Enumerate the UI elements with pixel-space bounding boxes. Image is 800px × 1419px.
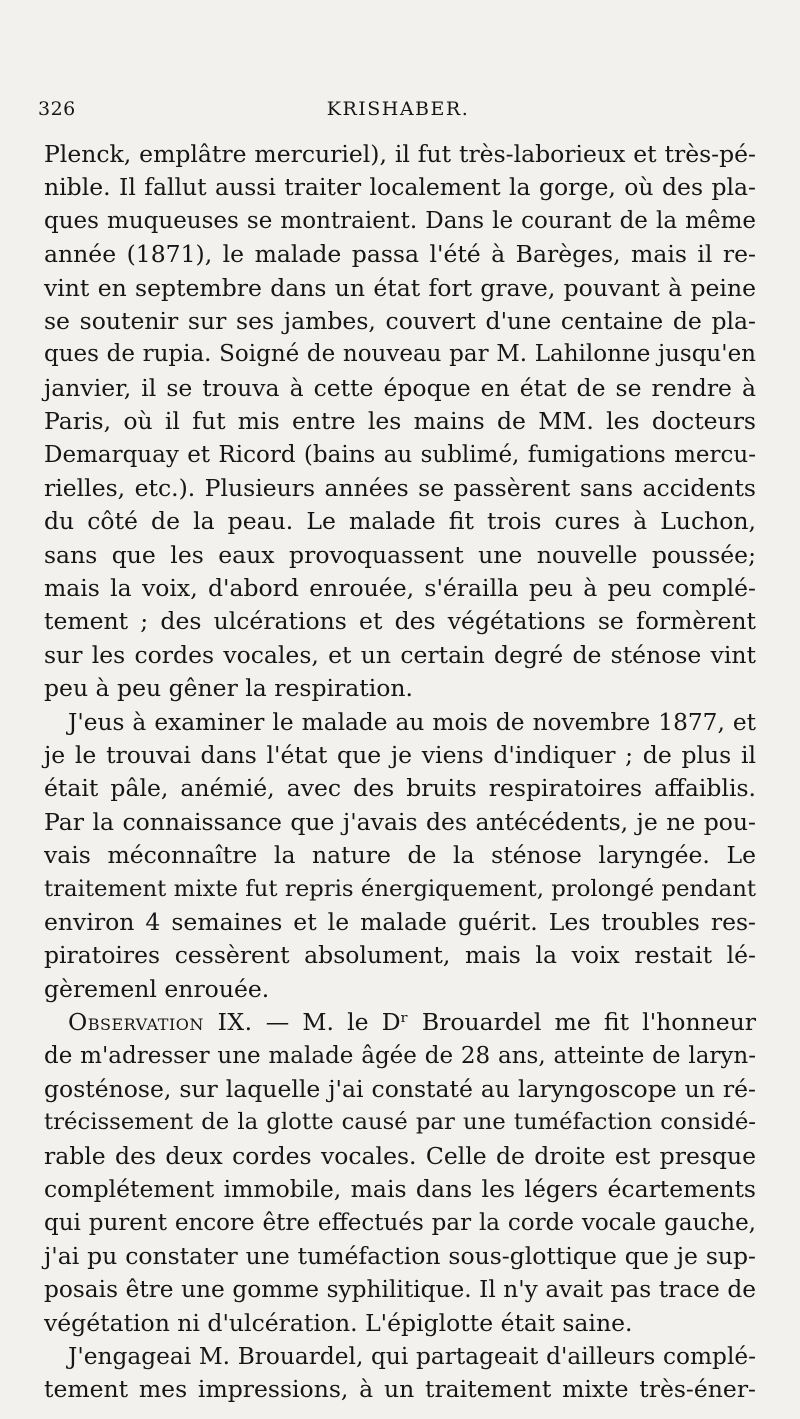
text-line: peu à peu gêner la respiration. [44, 674, 414, 703]
text-line: J'engageai M. Brouardel, qui partageait d'ailleurs complé- [68, 1343, 756, 1371]
text-line: Paris, où il fut mis entre les mains de MM. les docteurs [44, 407, 756, 436]
text-line: était pâle, anémié, avec des bruits respiratoires affaiblis. [44, 774, 756, 803]
text-line: ques muqueuses se montraient. Dans le courant de la même [44, 207, 756, 234]
page-header [38, 98, 758, 128]
text-line: complétement immobile, mais dans les légers écartements [44, 1175, 756, 1204]
text-line: Par la connaissance que j'avais des antécédents, je ne pou- [44, 807, 756, 836]
running-head: KRISHABER. [326, 98, 470, 120]
text-line: sur les cordes vocales, et un certain degré de sténose vint [44, 640, 756, 669]
text-line: nible. Il fallut aussi traiter localement la gorge, où des pla- [44, 173, 756, 202]
text-line: de m'adresser une malade âgée de 28 ans, atteinte de laryn- [44, 1042, 756, 1069]
text-line: vint en septembre dans un état fort grave, pouvant à peine [44, 273, 756, 302]
text-line: tement ; des ulcérations et des végétations se formèrent [44, 607, 756, 636]
text-line: végétation ni d'ulcération. L'épiglotte était saine. [44, 1308, 633, 1337]
text-line: vais méconnaître la nature de la sténose laryngée. Le [44, 841, 756, 870]
text-line: environ 4 semaines et le malade guérit. Les troubles res- [44, 907, 756, 936]
text-line: traitement mixte fut repris énergiquement, prolongé pendant [44, 875, 756, 902]
text-line: tement mes impressions, à un traitement mixte très-éner- [44, 1375, 756, 1404]
text-line: gosténose, sur laquelle j'ai constaté au laryngoscope un ré- [44, 1074, 756, 1103]
text-line: ques de rupia. Soigné de nouveau par M. Lahilonne jusqu'en [44, 341, 756, 368]
text-line: — M. le Dʳ Brouardel me fit l'honneur [265, 1008, 756, 1037]
text-line: se soutenir sur ses jambes, couvert d'une centaine de pla- [44, 306, 756, 335]
text-line: qui purent encore être effectués par la corde vocale gauche, [44, 1209, 756, 1236]
text-line: Demarquay et Ricord (bains au sublimé, fumigations mercu- [44, 441, 756, 468]
observation-line [44, 1006, 756, 1039]
text-line: rielles, etc.). Plusieurs années se passèrent sans accidents [44, 473, 756, 502]
text-line: sans que les eaux provoquassent une nouvelle poussée; [44, 540, 756, 569]
text-line: j'ai pu constater une tuméfaction sous-glottique que je sup- [44, 1241, 756, 1270]
text-line: mais la voix, d'abord enrouée, s'érailla peu à peu complé- [44, 574, 756, 603]
text-line: gèremenl enrouée. [44, 974, 270, 1003]
text-line: Plenck, emplâtre mercuriel), il fut très-laborieux et très-pé- [44, 140, 756, 168]
text-line: posais être une gomme syphilitique. Il n'y avait pas trace de [44, 1276, 756, 1304]
text-line: je le trouvai dans l'état que je viens d'indiquer ; de plus il [44, 741, 756, 770]
text-line: trécissement de la glotte causé par une tuméfaction considé- [44, 1109, 756, 1136]
observation-label: Observation IX. [68, 1008, 253, 1037]
text-line: année (1871), le malade passa l'été à Barèges, mais il re- [44, 240, 756, 269]
text-line: piratoires cessèrent absolument, mais la voix restait lé- [44, 941, 756, 970]
text-line: J'eus à examiner le malade au mois de novembre 1877, et [68, 708, 756, 736]
text-line: du côté de la peau. Le malade fit trois cures à Luchon, [44, 507, 756, 536]
text-line: rable des deux cordes vocales. Celle de droite est presque [44, 1141, 756, 1170]
page-number: 326 [38, 98, 76, 120]
text-line: janvier, il se trouva à cette époque en état de se rendre à [44, 373, 756, 402]
body-text [44, 138, 756, 1407]
